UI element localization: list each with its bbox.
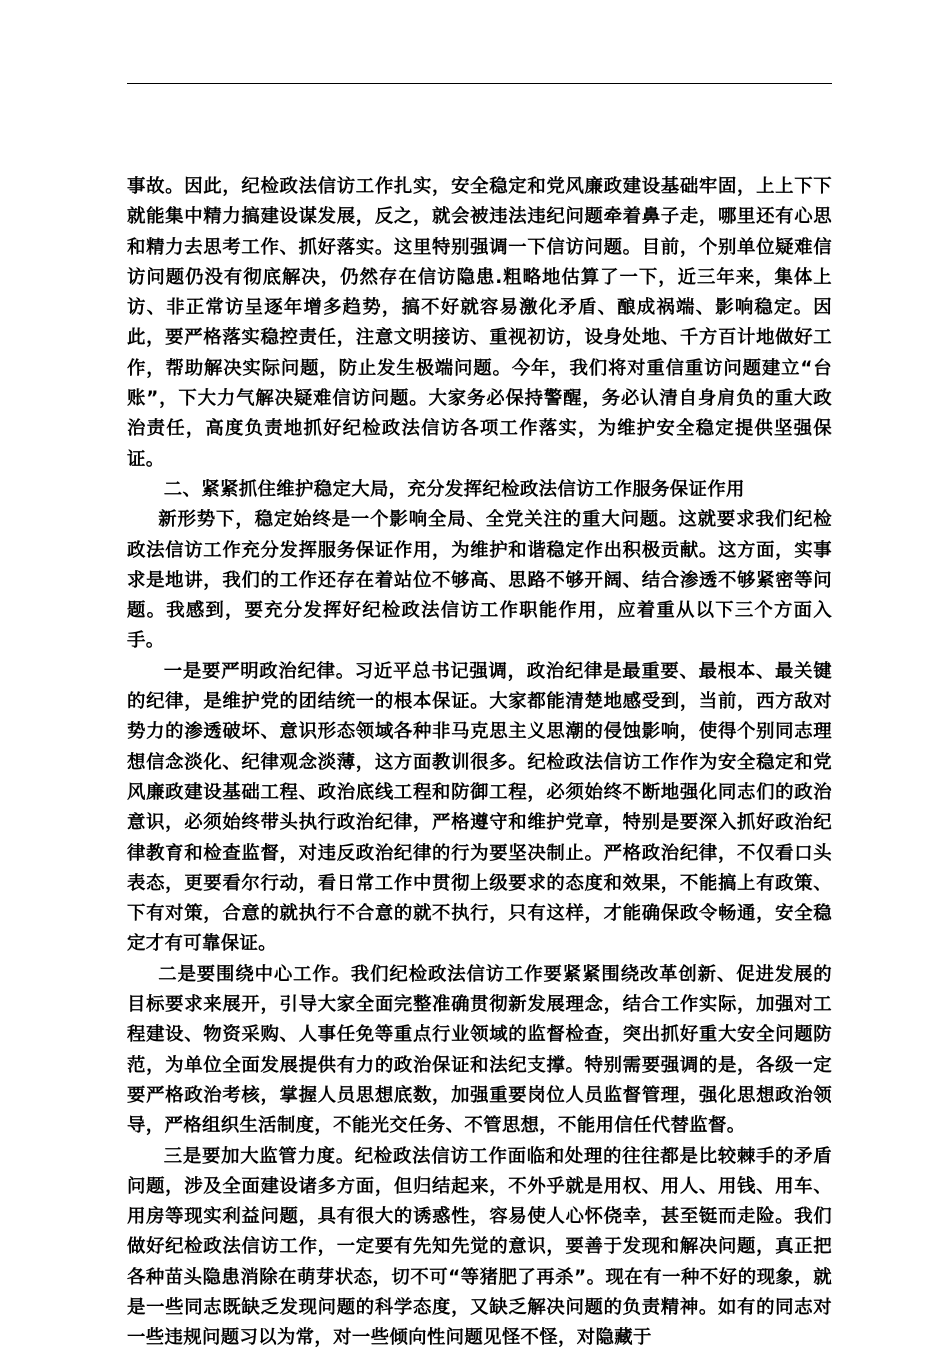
paragraph-central-work: 二是要围绕中心工作。我们纪检政法信访工作要紧紧围绕改革创新、促进发展的目标要求来展开，引导大家全面完整准确贯彻新发展理念，结合工作实际，加强对工程建设、物资采购、人事任免等重点行业领域的监督检查，突出抓好重大安全问题防范，为单位全面发展提供有力的政治保证和法纪支撑。特别需要强调的是，各级一定要严格政治考核，掌握人员思想底数，加强重要岗位人员监督管理，强化思想政治领导，严格组织生活制度，不能光交任务、不管思想，不能用信任代替监督。 [127, 963, 832, 1137]
document-body [127, 172, 832, 1354]
paragraph-continuation: 事故。因此，纪检政法信访工作扎实，安全稳定和党风廉政建设基础牢固，上上下下就能集中精力搞建设谋发展，反之，就会被违法违纪问题牵着鼻子走，哪里还有心思和精力去思考工作、抓好落实。这里特别强调一下信访问题。目前，个别单位疑难信访问题仍没有彻底解决，仍然存在信访隐患.粗略地估算了一下，近三年来，集体上访、非正常访呈逐年增多趋势，搞不好就容易激化矛盾、酿成祸端、影响稳定。因此，要严格落实稳控责任，注意文明接访、重视初访，设身处地、千方百计地做好工作，帮助解决实际问题，防止发生极端问题。今年，我们将对重信重访问题建立“台账”，下大力气解决疑难信访问题。大家务必保持警醒，务必认清自身肩负的重大政治责任，高度负责地抓好纪检政法信访各项工作落实，为维护安全稳定提供坚强保证。 [127, 176, 832, 470]
paragraph-supervision: 三是要加大监管力度。纪检政法信访工作面临和处理的往往都是比较棘手的矛盾问题，涉及全面建设诸多方面，但归结起来，不外乎就是用权、用人、用钱、用车、用房等现实利益问题，具有很大的诱惑性，容易使人心怀侥幸，甚至铤而走险。我们做好纪检政法信访工作，一定要有先知先觉的意识，要善于发现和解决问题，真正把各种苗头隐患消除在萌芽状态，切不可“等猪肥了再杀”。现在有一种不好的现象，就是一些同志既缺乏发现问题的科学态度，又缺乏解决问题的负责精神。如有的同志对一些违规问题习以为常，对一些倾向性问题见怪不怪，对隐藏于 [127, 1145, 832, 1349]
paragraph-new-situation: 新形势下，稳定始终是一个影响全局、全党关注的重大问题。这就要求我们纪检政法信访工作充分发挥服务保证作用，为维护和谐稳定作出积极贡献。这方面，实事求是地讲，我们的工作还存在着站位不够高、思路不够开阔、结合渗透不够紧密等问题。我感到，要充分发挥好纪检政法信访工作职能作用，应着重从以下三个方面入手。 [127, 509, 832, 652]
paragraph-political-discipline: 一是要严明政治纪律。习近平总书记强调，政治纪律是最重要、最根本、最关键的纪律，是维护党的团结统一的根本保证。大家都能清楚地感受到，当前，西方敌对势力的渗透破坏、意识形态领域各种非马克思主义思潮的侵蚀影响，使得个别同志理想信念淡化、纪律观念淡薄，这方面教训很多。纪检政法信访工作作为安全稳定和党风廉政建设基础工程、政治底线工程和防御工程，必须始终不断地强化同志们的政治意识，必须始终带头执行政治纪律，严格遵守和维护党章，特别是要深入抓好政治纪律教育和检查监督，对违反政治纪律的行为要坚决制止。严格政治纪律，不仅看口头表态，更要看尔行动，看日常工作中贯彻上级要求的态度和效果，不能搞上有政策、下有对策，合意的就执行不合意的就不执行，只有这样，才能确保政令畅通，安全稳定才有可靠保证。 [127, 660, 832, 955]
header-rule [127, 83, 832, 84]
section-heading-2: 二、紧紧抓住维护稳定大局，充分发挥纪检政法信访工作服务保证作用 [163, 478, 745, 500]
